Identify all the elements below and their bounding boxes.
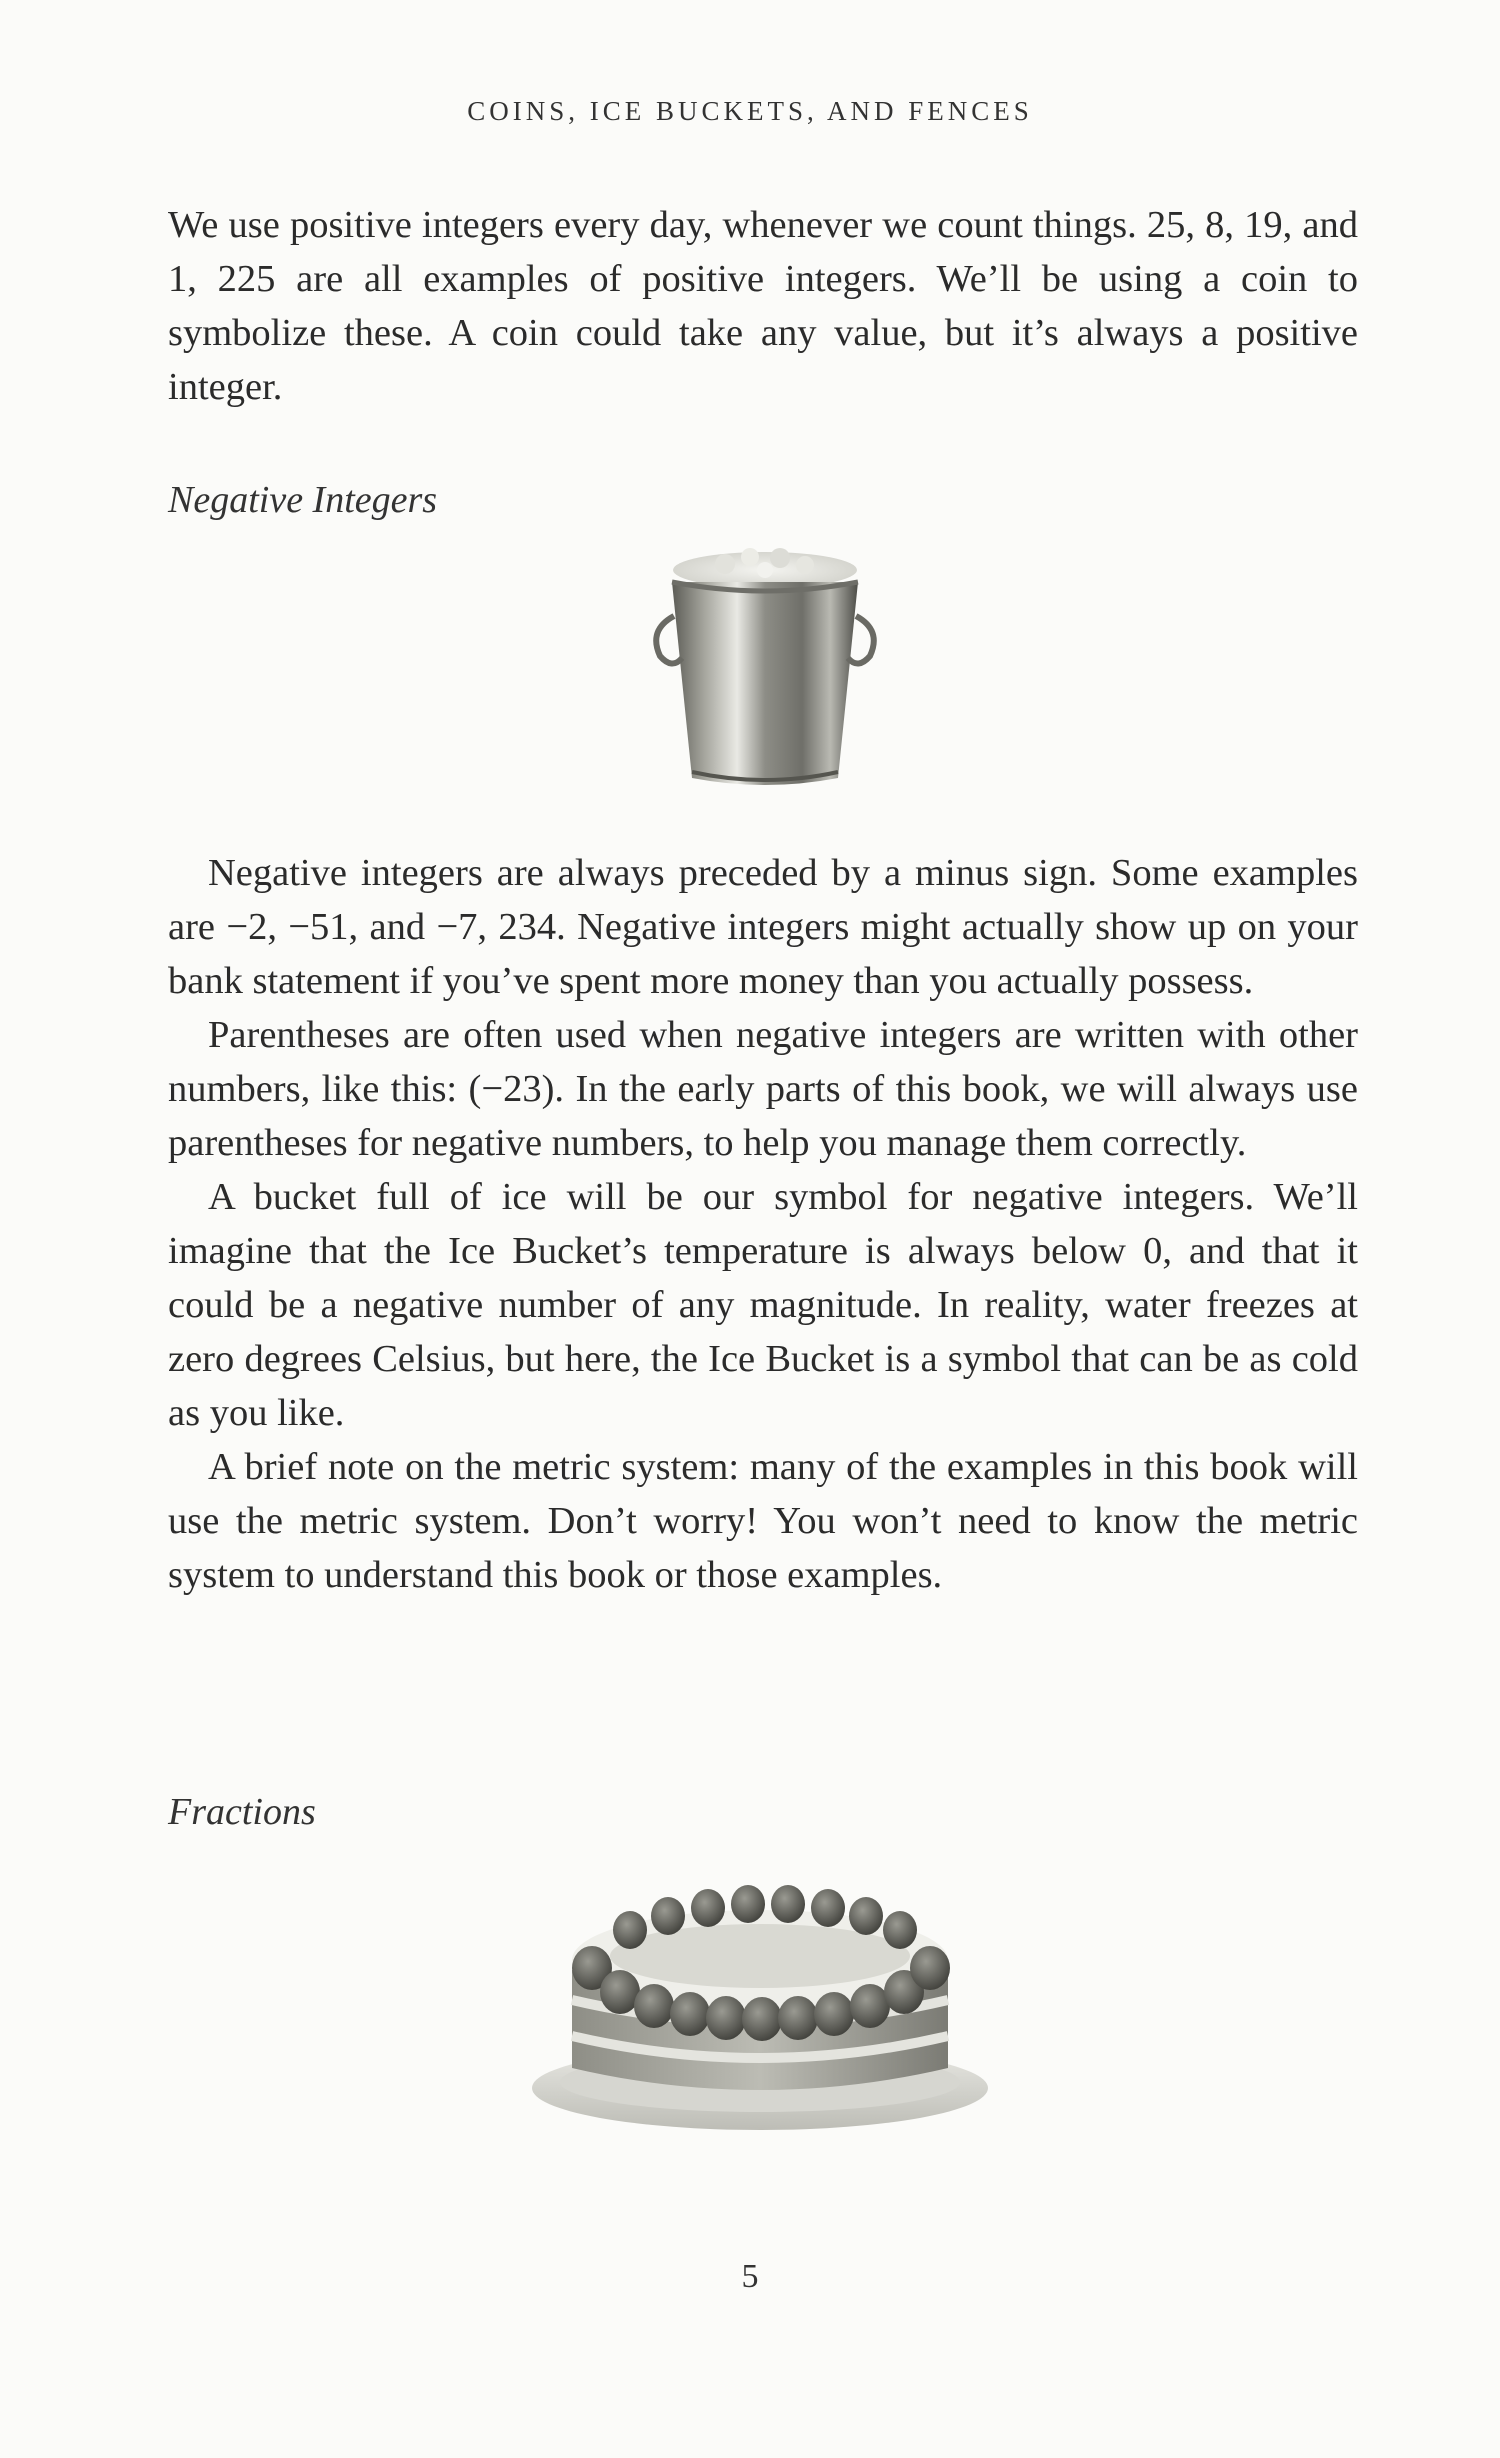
strawberry-cake-illustration	[520, 1850, 1000, 2140]
paragraph-2: Parentheses are often used when negative integers are written with other numbers, like this: (−23). In the early parts of this book, we will always use parentheses for negative numbers, to help you manage them correctly.	[168, 1014, 1358, 1164]
intro-paragraph: We use positive integers every day, whenever we count things. 25, 8, 19, and 1, 225 are all examples of positive integers. We’ll be using a coin to symbolize these. A coin could take any value, but it’s always a positive integer.	[168, 204, 1358, 408]
page-number: 5	[741, 2258, 759, 2295]
heading-negative-integers: Negative Integers	[168, 479, 438, 521]
running-head: COINS, ICE BUCKETS, AND FENCES	[467, 96, 1033, 126]
negative-integers-body	[168, 846, 1358, 1602]
paragraph-1: Negative integers are always preceded by a minus sign. Some examples are −2, −51, and −7, 234. Negative integers might actually show up on your bank statement if you’ve spent more money than you actually possess.	[168, 852, 1358, 1002]
paragraph-4: A brief note on the metric system: many of the examples in this book will use the metric system. Don’t worry! You won’t need to know the metric system to understand this book or those examples.	[168, 1446, 1358, 1596]
heading-fractions: Fractions	[168, 1791, 316, 1833]
ice-bucket-illustration	[630, 540, 900, 810]
paragraph-3: A bucket full of ice will be our symbol for negative integers. We’ll imagine that the Ice Bucket’s temperature is always below 0, and that it could be a negative number of any magnitude. In reality, water freezes at zero degrees Celsius, but here, the Ice Bucket is a symbol that can be as cold as you like.	[168, 1176, 1358, 1434]
intro-block	[168, 198, 1358, 414]
